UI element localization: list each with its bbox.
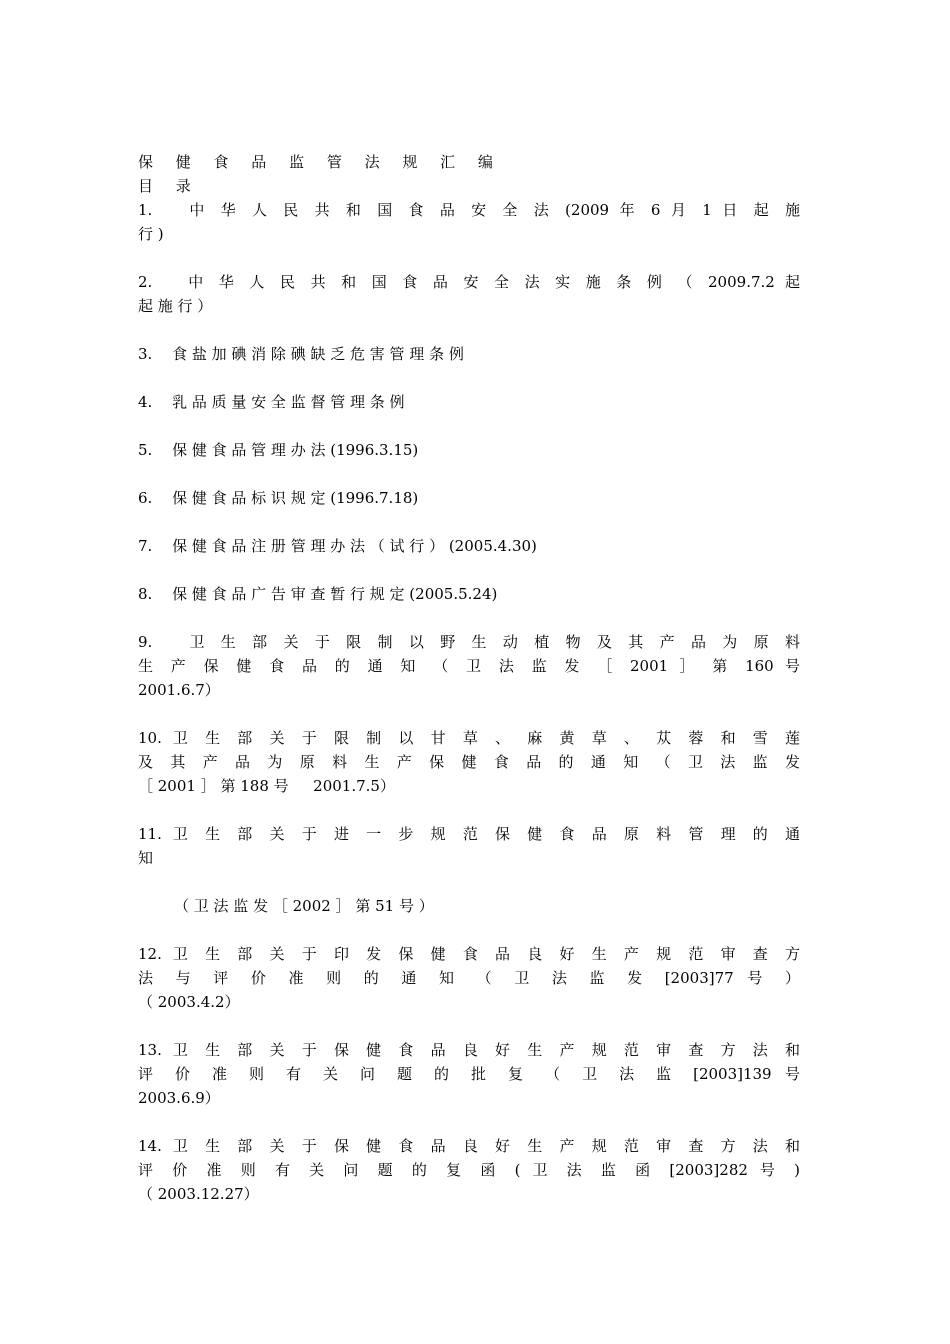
toc-list [138,198,800,1230]
toc-entry-line: 14. 卫 生 部 关 于 保 健 食 品 良 好 生 产 规 范 审 查 方 法 和 [138,1137,800,1155]
toc-entry [138,894,800,918]
entry-spacer [138,366,800,390]
toc-entry-line: 9. 卫 生 部 关 于 限 制 以 野 生 动 植 物 及 其 产 品 为 原 料 [138,633,800,651]
entry-spacer [138,318,800,342]
toc-entry [138,630,800,702]
toc-entry [138,582,800,606]
toc-entry-line: 3. 食 盐 加 碘 消 除 碘 缺 乏 危 害 管 理 条 例 [138,345,464,363]
toc-entry-line: 生 产 保 健 食 品 的 通 知 （ 卫 法 监 发 ［ 2001 ］ 第 160 号 [138,657,800,675]
toc-entry-line: 5. 保 健 食 品 管 理 办 法 (1996.3.15) [138,441,419,459]
toc-entry-line: （ 2003.12.27） [138,1185,259,1203]
toc-entry-line: 2. 中 华 人 民 共 和 国 食 品 安 全 法 实 施 条 例 （ 2009.7.2 起 [138,273,800,291]
toc-entry-line: 11. 卫 生 部 关 于 进 一 步 规 范 保 健 食 品 原 料 管 理 的 通 [138,825,800,843]
toc-entry-line: 起 施 行 ） [138,297,213,315]
toc-entry [138,486,800,510]
toc-entry-line: 及 其 产 品 为 原 料 生 产 保 健 食 品 的 通 知 （ 卫 法 监 发 [138,753,800,771]
toc-entry-line: 2003.6.9） [138,1089,220,1107]
toc-entry-line: 6. 保 健 食 品 标 识 规 定 (1996.7.18) [138,489,419,507]
entry-spacer [138,870,800,894]
entry-spacer [138,702,800,726]
entry-spacer [138,246,800,270]
toc-entry-line: 7. 保 健 食 品 注 册 管 理 办 法 （ 试 行 ） (2005.4.30) [138,537,537,555]
toc-entry-line: 4. 乳 品 质 量 安 全 监 督 管 理 条 例 [138,393,405,411]
toc-entry [138,726,800,798]
entry-spacer [138,798,800,822]
entry-spacer [138,1206,800,1230]
entry-spacer [138,1014,800,1038]
toc-entry [138,198,800,246]
toc-entry-line: 知 [138,849,154,867]
document-title: 保 健 食 品 监 管 法 规 汇 编 [138,153,502,171]
entry-spacer [138,918,800,942]
document-page [138,150,800,1230]
toc-entry-line: 评 价 准 则 有 关 问 题 的 复 函 ( 卫 法 监 函 [2003]282 号 ) [138,1161,800,1179]
toc-label: 目 录 [138,177,200,195]
toc-entry-line: 13. 卫 生 部 关 于 保 健 食 品 良 好 生 产 规 范 审 查 方 法 和 [138,1041,800,1059]
toc-entry-line: 行 ) [138,225,164,243]
entry-spacer [138,510,800,534]
toc-entry [138,534,800,558]
toc-entry [138,438,800,462]
toc-entry [138,342,800,366]
toc-entry-line: 1. 中 华 人 民 共 和 国 食 品 安 全 法 (2009 年 6 月 1 日 起 施 [138,201,800,219]
entry-spacer [138,1110,800,1134]
toc-entry [138,1134,800,1206]
toc-entry [138,942,800,1014]
toc-entry-line: 评 价 准 则 有 关 问 题 的 批 复 （ 卫 法 监 [2003]139 号 [138,1065,800,1083]
entry-spacer [138,414,800,438]
toc-entry-line: 法 与 评 价 准 则 的 通 知 （ 卫 法 监 发 [2003]77 号 ） [138,969,800,987]
toc-entry-line: 2001.6.7） [138,681,220,699]
toc-entry-line: 10. 卫 生 部 关 于 限 制 以 甘 草 、 麻 黄 草 、 苁 蓉 和 雪 莲 [138,729,800,747]
entry-spacer [138,558,800,582]
toc-entry-line: （ 卫 法 监 发 ［ 2002 ］ 第 51 号 ） [174,897,434,915]
toc-entry [138,822,800,870]
toc-entry-line: 12. 卫 生 部 关 于 印 发 保 健 食 品 良 好 生 产 规 范 审 查 方 [138,945,800,963]
entry-spacer [138,606,800,630]
toc-entry-line: 8. 保 健 食 品 广 告 审 查 暂 行 规 定 (2005.5.24) [138,585,498,603]
entry-spacer [138,462,800,486]
toc-entry [138,270,800,318]
toc-entry-line: （ 2003.4.2） [138,993,240,1011]
toc-entry [138,390,800,414]
toc-entry-line: ［ 2001 ］ 第 188 号 2001.7.5） [138,777,395,795]
toc-entry [138,1038,800,1110]
